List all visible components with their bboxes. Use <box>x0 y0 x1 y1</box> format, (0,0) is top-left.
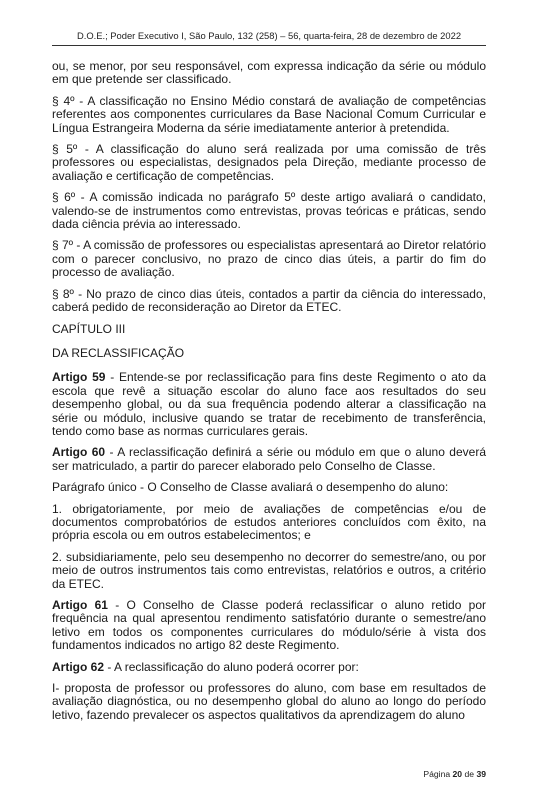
article-number: Artigo 62 <box>52 659 105 674</box>
chapter-heading: CAPÍTULO III <box>52 321 126 336</box>
article-60: Artigo 60 - A reclassificação definirá a série ou módulo em que o aluno deverá ser matriculado, a partir do parecer elaborado pelo Conselho de Classe. <box>52 445 486 473</box>
paragraph-7: § 7º - A comissão de professores ou especialistas apresentará ao Diretor relatório com o parecer conclusivo, no prazo de cinco dias úteis, a partir do fim do processo de avaliação. <box>52 238 486 280</box>
page-number: Página 20 de 39 <box>423 769 486 779</box>
article-number: Artigo 59 <box>52 370 106 385</box>
document-body <box>52 60 486 730</box>
page-header: D.O.E.; Poder Executivo I, São Paulo, 132 (258) – 56, quarta-feira, 28 de dezembro de 2022 <box>76 30 462 41</box>
article-59: Artigo 59 - Entende-se por reclassificação para fins deste Regimento o ato da escola que revê a situação escolar do aluno face aos resultados do seu desempenho global, ou da sua frequência podendo alterar a classificação na série ou módulo, inclusive quando se tratar de recebimento de transferência, tendo como base as normas curriculares gerais. <box>52 370 486 438</box>
article-number: Artigo 61 <box>52 598 108 612</box>
article-62: Artigo 62 - A reclassificação do aluno poderá ocorrer por: <box>52 659 359 674</box>
paragraph-5: § 5º - A classificação do aluno será realizada por uma comissão de três professores ou especialistas, designados pela Direção, mediante processo de avaliação e certificação de competências. <box>52 142 486 183</box>
item-i: I- proposta de professor ou professores do aluno, com base em resultados de avaliação diagnóstica, ou no desempenho global do aluno ao longo do período letivo, fazendo prevalecer os aspectos qualitativos da aprendizagem do aluno <box>52 681 486 722</box>
article-61: Artigo 61 - O Conselho de Classe poderá reclassificar o aluno retido por frequência na qual apresentou rendimento satisfatório durante o semestre/ano letivo em todos os componentes curriculares do módulo/série à vista dos fundamentos indicados no artigo 82 deste Regimento. <box>52 598 486 653</box>
paragraph-6: § 6º - A comissão indicada no parágrafo 5º deste artigo avaliará o candidato, valendo-se de instrumentos como entrevistas, provas teóricas e práticas, sendo dada ciência prévia ao interessado. <box>52 190 486 232</box>
paragraph-4: § 4º - A classificação no Ensino Médio constará de avaliação de competências referentes aos componentes curriculares da Base Nacional Comum Curricular e Língua Estrangeira Moderna da série imediatamente anterior à pretendida. <box>52 93 486 135</box>
sole-paragraph: Parágrafo único - O Conselho de Classe avaliará o desempenho do aluno: <box>52 480 449 495</box>
list-item-1: 1. obrigatoriamente, por meio de avaliações de competências e/ou de documentos comprobatórios de estudos anteriores concluídos com êxito, na própria escola ou em outros estabelecimentos; e <box>52 501 486 543</box>
paragraph-8: § 8º - No prazo de cinco dias úteis, contados a partir da ciência do interessado, caberá pedido de reconsideração ao Diretor da ETEC. <box>52 286 486 315</box>
paragraph-continuation: ou, se menor, por seu responsável, com expressa indicação da série ou módulo em que pretende ser classificado. <box>52 59 486 87</box>
header-divider <box>52 45 486 46</box>
list-item-2: 2. subsidiariamente, pelo seu desempenho no decorrer do semestre/ano, ou por meio de outros instrumentos tais como entrevistas, relatórios e outros, a critério da ETEC. <box>52 549 486 591</box>
section-heading: DA RECLASSIFICAÇÃO <box>52 345 185 360</box>
article-number: Artigo 60 <box>52 445 106 460</box>
